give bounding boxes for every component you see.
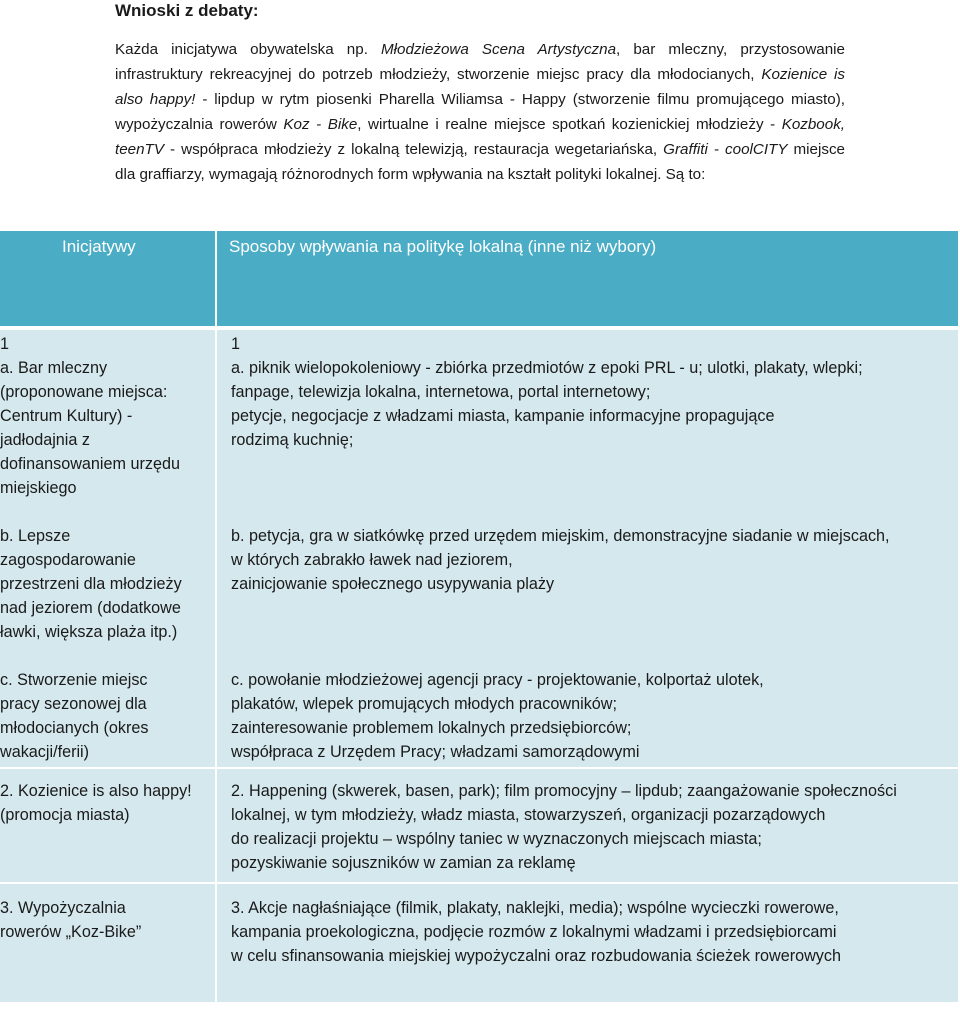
header-initiatives: Inicjatywy [0, 231, 216, 328]
header-methods: Sposoby wpływania na politykę lokalną (inne niż wybory) [216, 231, 959, 328]
cell-line: 1 [231, 335, 241, 353]
cell-line: (promocja miasta) [0, 806, 130, 824]
cell-line: młodocianych (okres [0, 719, 149, 737]
intro-paragraph [115, 37, 845, 187]
cell-line: zainteresowanie problemem lokalnych przedsiębiorców; [231, 719, 632, 737]
cell-line [0, 500, 215, 524]
cell-line: a. Bar mleczny [0, 359, 108, 377]
table-row [0, 883, 959, 1003]
intro-italic: Graffiti - coolCITY [663, 141, 788, 158]
cell-line: jadłodajnia z [0, 431, 90, 449]
table-row [0, 768, 959, 883]
methods-cell [216, 768, 959, 883]
cell-line: dofinansowaniem urzędu [0, 455, 180, 473]
initiative-cell [0, 768, 216, 883]
cell-line [231, 596, 958, 620]
cell-line [0, 644, 215, 668]
intro-italic: Kozbook, teenTV [115, 116, 846, 158]
methods-cell [216, 328, 959, 768]
cell-line: lokalnej, w tym młodzieży, władz miasta, stowarzyszeń, organizacji pozarządowych [231, 806, 826, 824]
intro-text: Każda inicjatywa obywatelska np. [115, 41, 382, 58]
cell-line: pozyskiwanie sojuszników w zamian za reklamę [231, 854, 576, 872]
cell-line: miejskiego [0, 479, 77, 497]
cell-line: 3. Akcje nagłaśniające (filmik, plakaty, naklejki, media); wspólne wycieczki rowerowe, [231, 899, 839, 917]
intro-italic: Koz - Bike [283, 116, 358, 133]
initiative-cell [0, 883, 216, 1003]
cell-line: kampania proekologiczna, podjęcie rozmów z lokalnymi władzami i przedsiębiorcami [231, 923, 837, 941]
cell-line: nad jeziorem (dodatkowe [0, 599, 181, 617]
cell-line: pracy sezonowej dla [0, 695, 147, 713]
cell-line: rowerów „Koz-Bike” [0, 923, 142, 941]
cell-line [231, 452, 958, 476]
intro-text: miejsce dla graffiarzy, wymagają różnorodnych form wpływania na kształt polityki lokalnej. Są to: [115, 141, 846, 183]
cell-line: a. piknik wielopokoleniowy - zbiórka przedmiotów z epoki PRL - u; ulotki, plakaty, wlepki; [231, 359, 863, 377]
intro-text: - lipdup w rytm piosenki Pharella Wiliamsa - Happy (stworzenie filmu promującego miasto), wypożyczalnia rowerów [115, 91, 845, 133]
cell-line: zainicjowanie społecznego usypywania plaży [231, 575, 555, 593]
cell-line: przestrzeni dla młodzieży [0, 575, 182, 593]
intro-text: , wirtualne i realne miejsce spotkań kozienickiej młodzieży - [357, 116, 782, 133]
cell-line: fanpage, telewizja lokalna, internetowa, portal internetowy; [231, 383, 651, 401]
cell-line: ławki, większa plaża itp.) [0, 623, 178, 641]
cell-line: zagospodarowanie [0, 551, 136, 569]
cell-line: rodzimą kuchnię; [231, 431, 354, 449]
cell-line: 3. Wypożyczalnia [0, 899, 126, 917]
initiatives-table [0, 231, 960, 1004]
cell-line: 2. Happening (skwerek, basen, park); film promocyjny – lipdub; zaangażowanie społeczności [231, 782, 897, 800]
cell-line [231, 620, 958, 644]
heading: Wnioski z debaty: [115, 1, 259, 20]
methods-cell [216, 883, 959, 1003]
intro-italic: Kozienice is also happy! [115, 66, 845, 108]
cell-line: wakacji/ferii) [0, 743, 90, 761]
cell-line: w których zabrakło ławek nad jeziorem, [231, 551, 513, 569]
intro-text: , bar mleczny, przystosowanie infrastruktury rekreacyjnej do potrzeb młodzieży, stworzenie miejsc pracy dla młodocianych, [115, 41, 845, 83]
cell-line: c. powołanie młodzieżowej agencji pracy - projektowanie, kolportaż ulotek, [231, 671, 764, 689]
cell-line: do realizacji projektu – wspólny taniec w wyznaczonych miejscach miasta; [231, 830, 762, 848]
cell-line [231, 476, 958, 500]
cell-line: (proponowane miejsca: [0, 383, 168, 401]
cell-line: b. Lepsze [0, 527, 71, 545]
table-row [0, 328, 959, 768]
intro-text: - współpraca młodzieży z lokalną telewizją, restauracja wegetariańska, [163, 141, 664, 158]
cell-line [231, 500, 958, 524]
cell-line: w celu sfinansowania miejskiej wypożyczalni oraz rozbudowania ścieżek rowerowych [231, 947, 841, 965]
cell-line [231, 644, 958, 668]
cell-line: współpraca z Urzędem Pracy; władzami samorządowymi [231, 743, 640, 761]
table-header-row [0, 231, 959, 328]
intro-italic: Młodzieżowa Scena Artystyczna [381, 41, 617, 58]
cell-line: plakatów, wlepek promujących młodych pracowników; [231, 695, 617, 713]
cell-line: 1 [0, 335, 10, 353]
initiative-cell [0, 328, 216, 768]
cell-line: 2. Kozienice is also happy! [0, 782, 192, 800]
cell-line: Centrum Kultury) - [0, 407, 133, 425]
cell-line: petycje, negocjacje z władzami miasta, kampanie informacyjne propagujące [231, 407, 775, 425]
cell-line: c. Stworzenie miejsc [0, 671, 148, 689]
cell-line: b. petycja, gra w siatkówkę przed urzędem miejskim, demonstracyjne siadanie w miejscach, [231, 527, 890, 545]
